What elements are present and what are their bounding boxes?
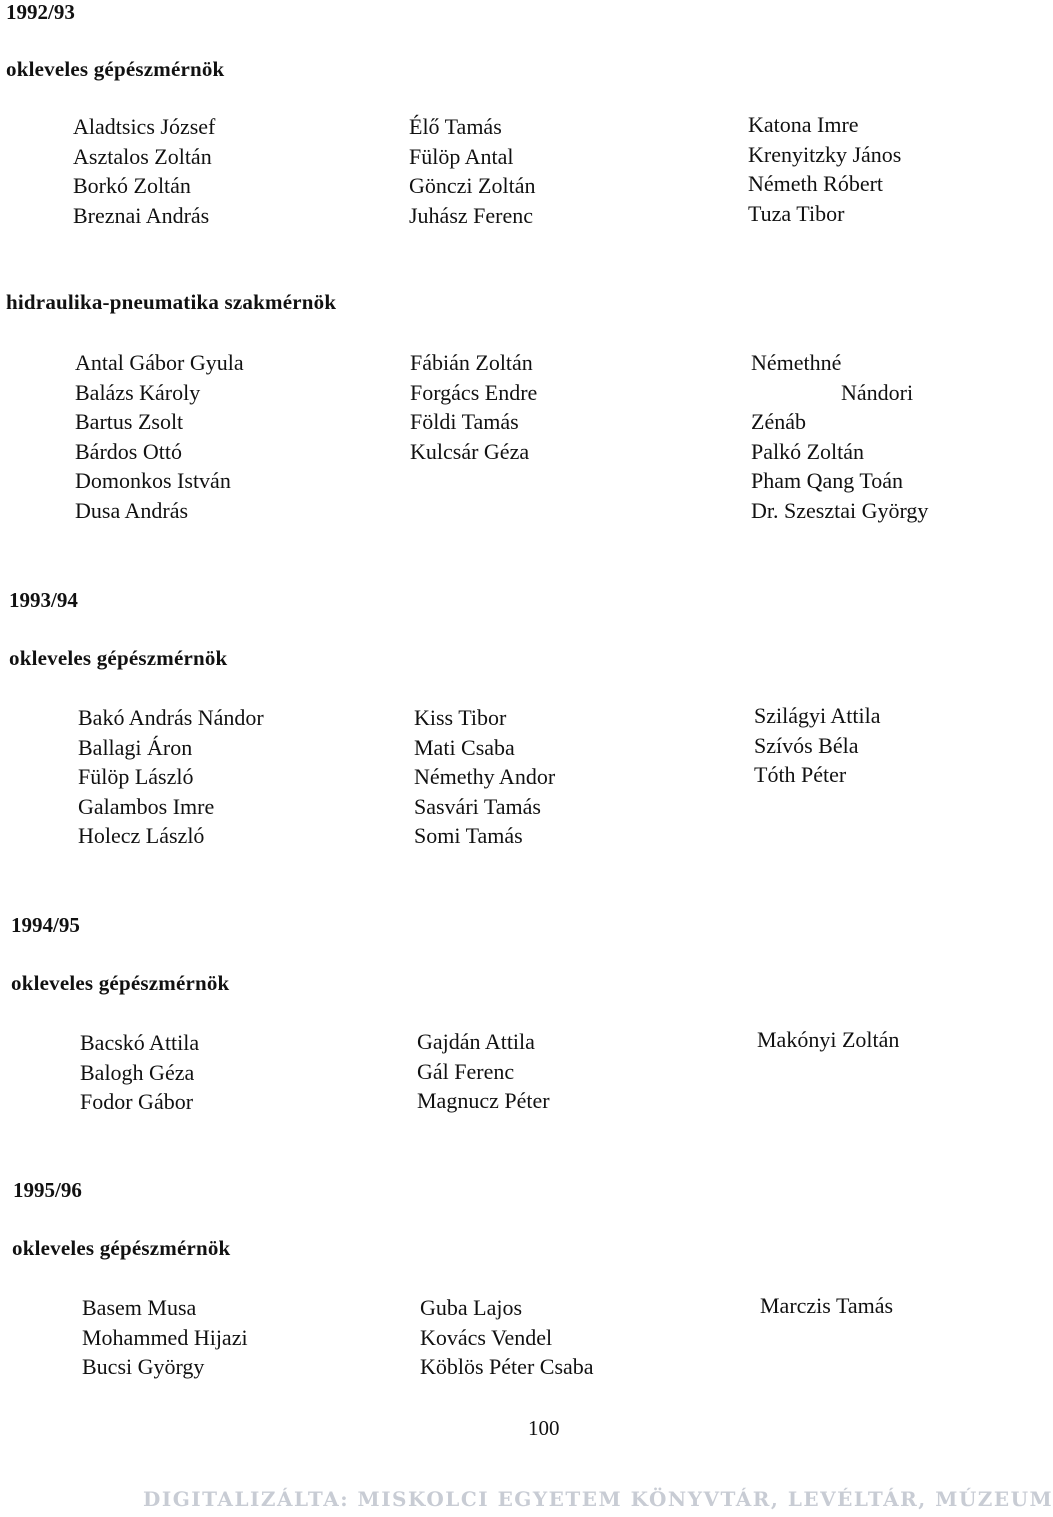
graduate-name: Bárdos Ottó [75, 438, 182, 464]
graduate-name: Fülöp László [78, 764, 194, 790]
graduate-name: Fülöp Antal [409, 143, 514, 169]
graduate-name: Élő Tamás [409, 114, 502, 139]
degree-heading: okleveles gépészmérnök [12, 1236, 231, 1260]
graduate-name: Breznai András [73, 202, 210, 228]
graduate-name: Gajdán Attila [417, 1029, 535, 1054]
graduate-name: Kovács Vendel [420, 1324, 553, 1350]
name-column [420, 1293, 594, 1382]
name-column [82, 1293, 248, 1382]
graduate-name: Mohammed Hijazi [82, 1324, 248, 1350]
name-column [751, 348, 956, 526]
graduate-name: Fodor Gábor [80, 1089, 194, 1115]
graduate-name: Makónyi Zoltán [757, 1027, 900, 1052]
graduate-name: Pham Qang Toán [751, 468, 904, 494]
page-number: 100 [528, 1416, 560, 1440]
graduate-name: Ballagi Áron [78, 734, 193, 760]
name-column [78, 703, 264, 851]
graduate-name: Balogh Géza [80, 1059, 195, 1085]
graduate-name: Tuza Tibor [748, 200, 845, 226]
name-column [75, 348, 244, 526]
graduate-name: Gál Ferenc [417, 1058, 515, 1084]
name-column [748, 110, 901, 228]
graduate-name: Köblös Péter Csaba [420, 1354, 594, 1380]
name-column [754, 701, 881, 790]
graduate-name: Szilágyi Attila [754, 703, 881, 728]
graduate-name: Somi Tamás [414, 823, 523, 849]
graduate-name: Dr. Szesztai György [751, 497, 929, 523]
graduate-name: Sasvári Tamás [414, 793, 541, 819]
name-column [417, 1027, 550, 1116]
year-heading-1993-94: 1993/94 [9, 588, 78, 612]
graduate-name: Földi Tamás [410, 409, 519, 435]
graduate-name: Gönczi Zoltán [409, 173, 536, 199]
graduate-name: Palkó Zoltán [751, 438, 865, 464]
graduate-name: Aladtsics József [73, 114, 216, 139]
name-column [414, 703, 555, 851]
graduate-name: Bartus Zsolt [75, 409, 184, 435]
graduate-name: Némethné [751, 350, 842, 375]
name-column [757, 1025, 899, 1055]
graduate-name: Némethy Andor [414, 764, 556, 790]
graduate-name: Asztalos Zoltán [73, 143, 212, 169]
graduate-name: Fábián Zoltán [410, 350, 533, 375]
degree-heading: okleveles gépészmérnök [11, 971, 230, 995]
name-column [760, 1291, 893, 1321]
year-heading-1995-96: 1995/96 [13, 1178, 82, 1202]
graduate-name: Basem Musa [82, 1295, 197, 1320]
name-column [73, 112, 215, 230]
name-column [80, 1028, 199, 1117]
graduate-name: Szívós Béla [754, 732, 859, 758]
graduate-name: Borkó Zoltán [73, 173, 191, 199]
graduate-name: Bakó András Nándor [78, 705, 264, 730]
year-heading-1994-95: 1994/95 [11, 913, 80, 937]
graduate-name: Krenyitzky János [748, 141, 902, 167]
degree-heading: hidraulika-pneumatika szakmérnök [6, 290, 337, 314]
graduate-name: Bacskó Attila [80, 1030, 200, 1055]
graduate-name: Zénáb [751, 409, 806, 435]
graduate-name: Guba Lajos [420, 1295, 523, 1320]
graduate-name: Holecz László [78, 823, 205, 849]
degree-heading: okleveles gépészmérnök [6, 57, 225, 81]
name-column [410, 348, 537, 466]
graduate-name: Domonkos István [75, 468, 231, 494]
graduate-name: Dusa András [75, 497, 189, 523]
graduate-name: Katona Imre [748, 112, 859, 137]
graduate-name: Juhász Ferenc [409, 202, 534, 228]
graduate-name: Kulcsár Géza [410, 438, 530, 464]
graduate-name: Bucsi György [82, 1354, 205, 1380]
graduate-name: Magnucz Péter [417, 1088, 550, 1114]
graduate-name: Balázs Károly [75, 379, 201, 405]
graduate-name: Marczis Tamás [760, 1293, 894, 1318]
year-heading-1992-93: 1992/93 [6, 0, 75, 24]
graduate-name: Antal Gábor Gyula [75, 350, 244, 375]
name-column [409, 112, 535, 230]
graduate-name: Tóth Péter [754, 762, 847, 788]
degree-heading: okleveles gépészmérnök [9, 646, 228, 670]
graduate-name: Galambos Imre [78, 793, 215, 819]
graduate-name: Forgács Endre [410, 379, 538, 405]
graduate-name: Nándori [841, 379, 914, 405]
graduate-name: Németh Róbert [748, 171, 884, 197]
graduate-name: Mati Csaba [414, 734, 515, 760]
graduate-name: Kiss Tibor [414, 705, 507, 730]
digitization-watermark: DIGITALIZÁLTA: MISKOLCI EGYETEM KÖNYVTÁR, LEVÉLTÁR, MÚZEUM [143, 1487, 1053, 1511]
